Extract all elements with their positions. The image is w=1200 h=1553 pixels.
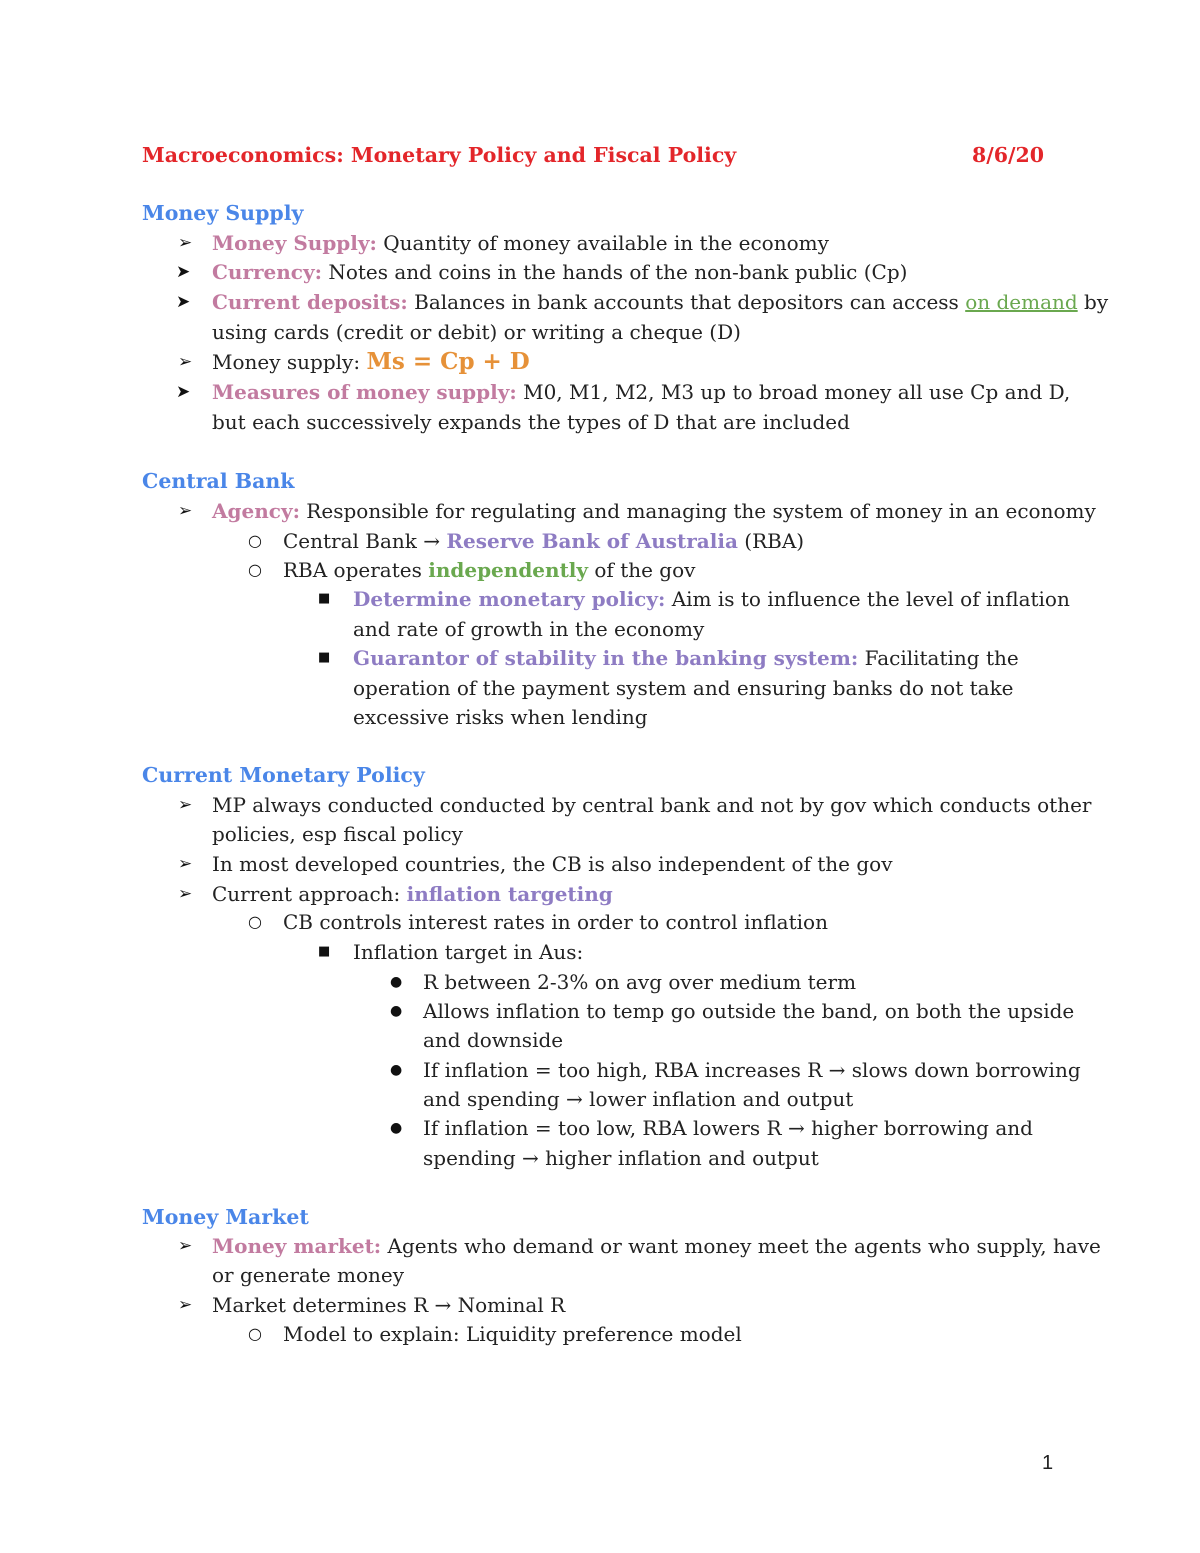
sub-item-text: of the gov [588,558,696,582]
term-label: Reserve Bank of Australia [446,529,738,553]
square-bullet-icon: ■ [318,944,331,959]
nested-list-item: If inflation = too low, RBA lowers R → higher borrowing and [423,1116,1033,1140]
nested-list-item: R between 2-3% on avg over medium term [423,970,857,994]
nested-list-item: If inflation = too high, RBA increases R → slows down borrowing [423,1058,1081,1082]
arrow-bullet-icon: ➤ [176,262,191,282]
list-item-continuation: policies, esp fiscal policy [212,822,463,846]
list-item-continuation: excessive risks when lending [353,705,648,729]
section-heading-money-market: Money Market [142,1205,309,1229]
nested-list-item: Allows inflation to temp go outside the band, on both the upside [423,999,1075,1023]
term-label: Guarantor of stability in the banking system: [353,646,859,670]
square-bullet-icon: ■ [318,650,331,665]
list-item-continuation: and downside [423,1028,564,1052]
definition-text: Aim is to influence the level of inflation [665,587,1070,611]
sub-sub-list-item [353,643,1019,673]
list-item: In most developed countries, the CB is also independent of the gov [212,852,893,876]
arrow-bullet-icon: ➢ [178,501,193,521]
sub-list-item [283,526,804,556]
sub-list-item: Model to explain: Liquidity preference model [283,1322,742,1346]
square-bullet-icon: ■ [318,591,331,606]
arrow-bullet-icon: ➢ [178,1236,193,1256]
ring-bullet-icon: ○ [248,912,262,931]
term-label: Money market: [212,1234,382,1258]
arrow-bullet-icon: ➢ [178,884,193,904]
term-label: Currency: [212,260,322,284]
arrow-bullet-icon: ➢ [178,233,193,253]
list-item [212,287,1108,317]
list-item-text: Current approach: [212,882,407,906]
arrow-bullet-icon: ➤ [176,382,191,402]
term-label: Money Supply: [212,231,377,255]
list-item-continuation: and spending → lower inflation and output [423,1087,854,1111]
dot-bullet-icon: ● [390,1120,403,1136]
section-heading-current-monetary-policy: Current Monetary Policy [142,763,425,787]
list-item [212,1231,1101,1261]
ring-bullet-icon: ○ [248,560,262,579]
definition-text: Quantity of money available in the economy [376,231,829,255]
money-supply-formula: Ms = Cp + D [366,348,530,375]
list-item [212,347,530,377]
list-item-continuation: spending → higher inflation and output [423,1146,819,1170]
dot-bullet-icon: ● [390,1062,403,1078]
list-item-continuation: and rate of growth in the economy [353,617,705,641]
arrow-bullet-icon: ➤ [176,292,191,312]
sub-sub-list-item [353,584,1070,614]
dot-bullet-icon: ● [390,974,403,990]
term-label: Agency: [212,499,300,523]
list-item [212,377,1070,407]
sub-item-text: RBA operates [283,558,429,582]
definition-text: by [1077,290,1109,314]
page-number: 1 [1042,1452,1054,1474]
list-item [212,228,829,258]
definition-text: M0, M1, M2, M3 up to broad money all use Cp and D, [516,380,1071,404]
arrow-bullet-icon: ➢ [178,854,193,874]
sub-list-item: CB controls interest rates in order to control inflation [283,910,828,934]
list-item: Market determines R → Nominal R [212,1293,566,1317]
formula-prefix: Money supply: [212,350,367,374]
ring-bullet-icon: ○ [248,531,262,550]
arrow-bullet-icon: ➢ [178,1295,193,1315]
definition-text: Notes and coins in the hands of the non-bank public (Cp) [321,260,908,284]
arrow-bullet-icon: ➢ [178,352,193,372]
sub-list-item [283,555,695,585]
ring-bullet-icon: ○ [248,1324,262,1343]
definition-text: Balances in bank accounts that depositors can access [407,290,966,314]
term-label: Measures of money supply: [212,380,517,404]
definition-text: Responsible for regulating and managing the system of money in an economy [299,499,1096,523]
document-title: Macroeconomics: Monetary Policy and Fiscal Policy [142,143,737,167]
section-heading-central-bank: Central Bank [142,469,295,493]
list-item [212,879,613,909]
list-item-continuation: using cards (credit or debit) or writing a cheque (D) [212,320,741,344]
document-date: 8/6/20 [972,143,1045,167]
term-label: inflation targeting [406,882,613,906]
sub-item-text: Central Bank → [283,529,447,553]
definition-text: Agents who demand or want money meet the agents who supply, have [381,1234,1101,1258]
list-item-continuation: operation of the payment system and ensuring banks do not take [353,676,1014,700]
term-label: independently [428,558,589,582]
on-demand-link[interactable]: on demand [965,290,1078,314]
list-item: MP always conducted conducted by central bank and not by gov which conducts other [212,793,1092,817]
sub-item-text: (RBA) [737,529,805,553]
term-label: Determine monetary policy: [353,587,666,611]
list-item-continuation: or generate money [212,1263,405,1287]
dot-bullet-icon: ● [390,1003,403,1019]
definition-text: Facilitating the [858,646,1019,670]
list-item [212,496,1096,526]
section-heading-money-supply: Money Supply [142,201,304,225]
arrow-bullet-icon: ➢ [178,795,193,815]
sub-sub-list-item: Inflation target in Aus: [353,940,584,964]
term-label: Current deposits: [212,290,408,314]
list-item [212,257,907,287]
list-item-continuation: but each successively expands the types of D that are included [212,410,850,434]
